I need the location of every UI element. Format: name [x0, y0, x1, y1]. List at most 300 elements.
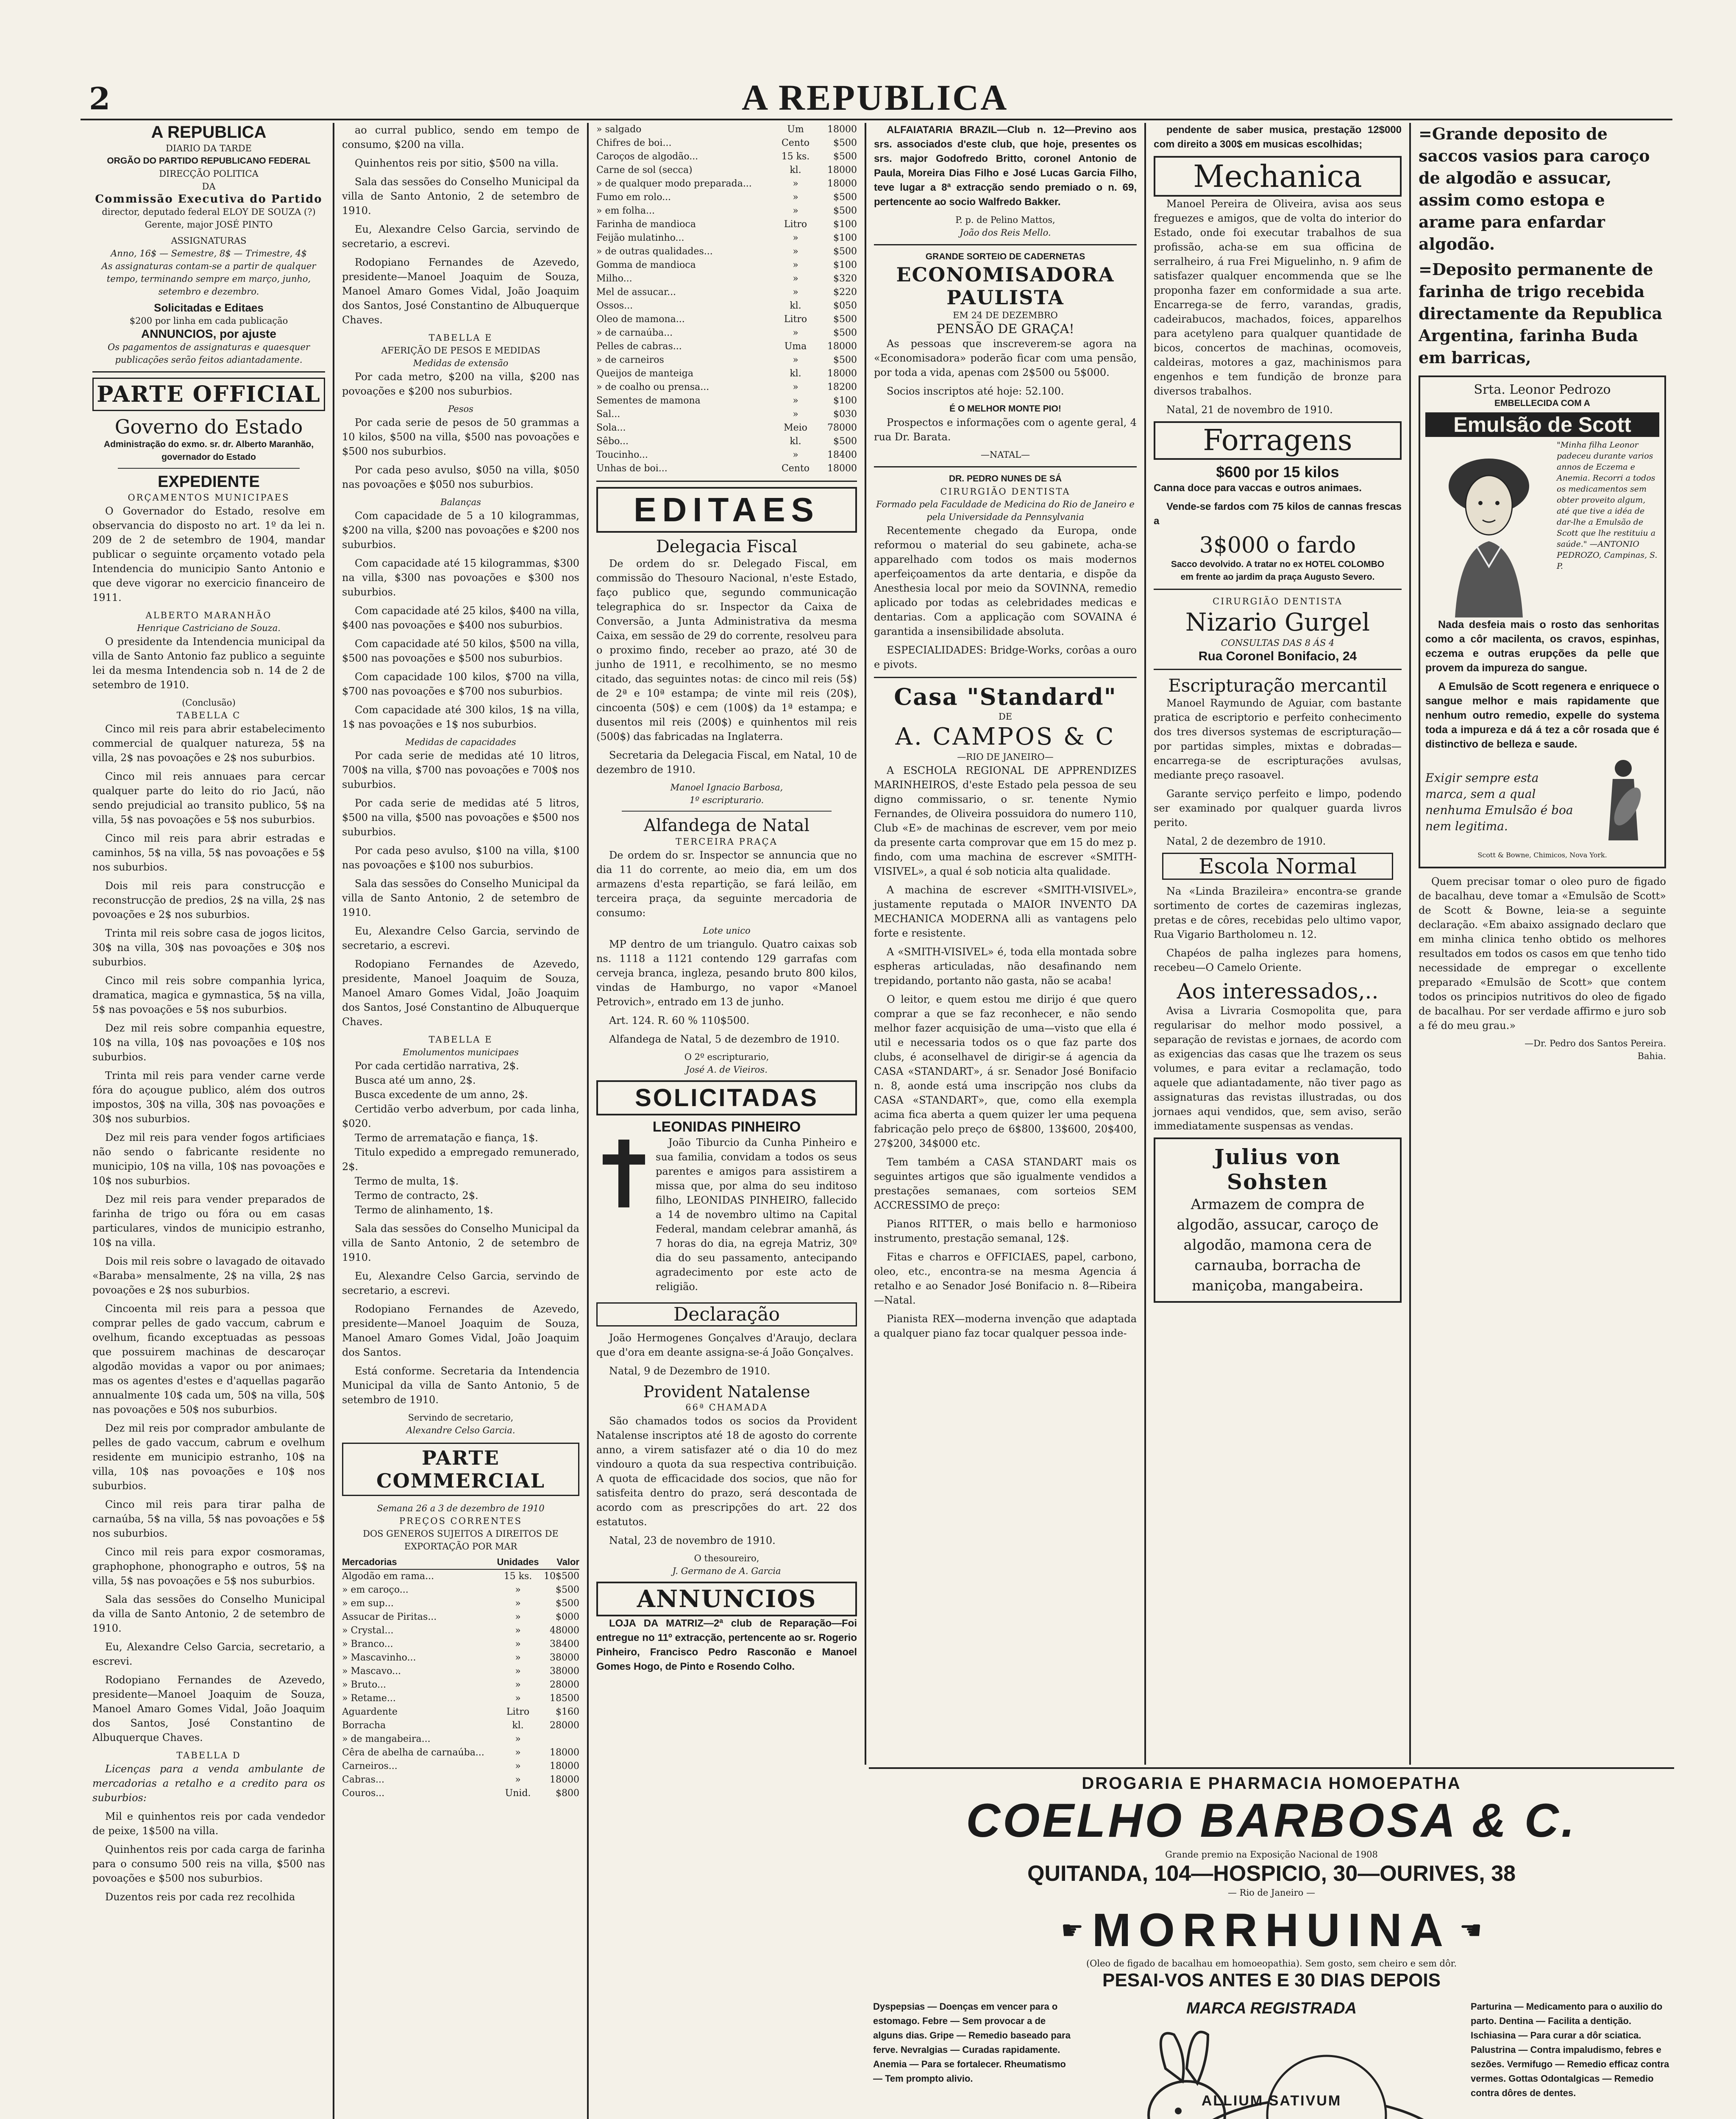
- cell-mercadoria: Algodão em rama...: [342, 1571, 434, 1582]
- drogaria: DROGARIA E PHARMACIA HOMOEPATHA: [1082, 1774, 1461, 1793]
- sorteio: GRANDE SORTEIO DE CADERNETAS: [925, 252, 1085, 261]
- cell-unidade: »: [515, 1598, 521, 1609]
- table-row: [596, 245, 857, 259]
- monte-pio: É O MELHOR MONTE PIO!: [949, 404, 1061, 414]
- conclusao: (Conclusão): [182, 698, 236, 708]
- cross-icon: [596, 1135, 651, 1212]
- cell-mercadoria: Cêra de abelha de carnaúba...: [342, 1747, 484, 1758]
- scott-exigir: Exigir sempre esta marca, sem a qual nenhuma Emulsão é boa nem legitima.: [1425, 771, 1573, 833]
- paragraph: Natal, 21 de novembro de 1910.: [1166, 404, 1333, 416]
- emolumentos: Emolumentos municipaes: [403, 1047, 519, 1057]
- table-row: [596, 353, 857, 367]
- requests-title: Solicitadas e Editaes: [154, 301, 264, 314]
- cell-valor: 18000: [827, 463, 857, 474]
- cell-mercadoria: Carneiros...: [342, 1761, 398, 1771]
- sacco: Sacco devolvido. A tratar no ex HOTEL COLOMBO: [1171, 559, 1385, 569]
- signatures: Anno, 16$ — Semestre, 8$ — Trimestre, 4$: [111, 248, 307, 259]
- aos-title: Aos interessados,..: [1177, 979, 1379, 1004]
- campos: A. CAMPOS & C: [895, 723, 1116, 751]
- paragraph: Manoel Pereira de Oliveira, avisa aos seus freguezes e amigos, que de volta do interior do Estado, onde foi executar trabalhos de sua profissão, acha-se em sua officina de serralheiro, á rua Frei Miguelinho, n. 9 afim de satisfazer qualquer encommenda que se lhe proponha fazer em conformidade a sua arte. Encarrega-se de ferro, varandas, gradis, cadeirabucos, machados, foices, apparelhos para acetyleno para qualquer quantidade de bicos, concertos de machinas, ocomoveis, caldeiras, motores a gaz, machinismos para engenhos e tem fundição de bronze para diversos trabalhos.: [1154, 198, 1402, 397]
- forragens-preco: $600 por 15 kilos: [1216, 463, 1339, 481]
- lote: Lote unico: [703, 926, 751, 936]
- cell-valor: $500: [833, 314, 857, 325]
- paragraph: Sala das sessões do Conselho Municipal da villa de Santo Antonio, 2 de setembro de 1910.: [342, 1223, 579, 1263]
- paragraph: O leitor, e quem estou me dirijo é que quero comprar a que se faz reconhecer, e não sendo melhor fazer acquisição de uma—visto que ella é util e necessaria todos os o que faz parte dos clubs, é aconselhavel de dirigir-se á agencia da CASA «STANDART», á sr. Senador José Bonifacio n. 8, aonde está uma inscripção nos clubs da CASA «STANDART», que, como ella exempla acima fica aberta a quem quizer ler uma pequena fabricação pelo preço de 6$800, 13$600, 20$400, 27$200, 34$000 etc.: [874, 993, 1137, 1149]
- cell-unidade: »: [793, 355, 798, 365]
- delegacia-title: Delegacia Fiscal: [656, 537, 798, 556]
- cell-unidade: kl.: [790, 300, 801, 311]
- table-row: [342, 1719, 579, 1732]
- cell-unidade: »: [793, 192, 798, 203]
- paragraph: Com capacidade de 5 a 10 kilogrammas, $200 na villa, $200 nas povoações e $200 nos suburbios.: [342, 510, 579, 551]
- cell-unidade: »: [793, 395, 798, 406]
- pesos: Pesos: [448, 404, 473, 414]
- consultas: CONSULTAS DAS 8 ÁS 4: [1221, 638, 1335, 648]
- paragraph: Por cada peso avulso, $050 na villa, $050 nas povoações e $050 nos suburbios.: [342, 464, 579, 490]
- table-row: [342, 1692, 579, 1705]
- premio: Grande premio na Exposição Nacional de 1908: [1165, 1849, 1378, 1860]
- paragraph: Está conforme. Secretaria da Intendencia Municipal da villa de Santo Antonio, 5 de setembro de 1910.: [342, 1365, 579, 1406]
- cell-unidade: Litro: [784, 219, 807, 230]
- cell-mercadoria: Gomma de mandioca: [596, 260, 696, 270]
- coelho-barbosa: COELHO BARBOSA & C.: [966, 1794, 1577, 1847]
- cell-unidade: »: [793, 382, 798, 392]
- cell-mercadoria: Sola...: [596, 423, 626, 433]
- paragraph: Por cada serie de medidas até 10 litros, 700$ na villa, $700 nas povoações e 700$ nos suburbios.: [342, 750, 579, 790]
- paragraph: Eu, Alexandre Celso Garcia, servindo de secretario, a escrevi.: [342, 925, 579, 951]
- morrhuina-sub: (Oleo de figado de bacalhau em homoeopathia). Sem gosto, sem cheiro e sem dôr.: [1086, 1958, 1457, 1969]
- cell-valor: 48000: [550, 1625, 579, 1636]
- cell-mercadoria: Sêbo...: [596, 436, 629, 447]
- paragraph: São chamados todos os socios da Provident Natalense inscriptos até 18 de agosto do corrente anno, a virem satisfazer até o dia 10 do mez vindouro a quota da sua respectiva contribuição. A quota de efficacidade dos socios, que não for satisfeita dentro do prazo, será descontada de acordo com as prescripções do art. 22 dos estatutos.: [596, 1415, 857, 1528]
- signature: Henrique Castriciano de Souza.: [137, 623, 281, 633]
- cell-unidade: »: [793, 206, 798, 216]
- scott-title: Emulsão de Scott: [1425, 412, 1659, 437]
- paragraph: Quem precisar tomar o oleo puro de figado de bacalhau, deve tomar a «Emulsão de Scott» de Scott & Bowne, leia-se a seguinte declaração. «Em abaixo assignado declaro que em minha clinica tenho obtido os melhores resultados em todos os casos em que tenho tido necessidade de empregar o excellente preparado «Emulsão de Scott» que contem todos os principios nutritivos do oleo de figado de bacalhau. Por ser verdade affirmo e juro sob a fé do meu grau.»: [1419, 876, 1666, 1032]
- column-1: [85, 123, 333, 2119]
- cell-mercadoria: Cabras...: [342, 1774, 384, 1785]
- cell-unidade: »: [515, 1666, 521, 1677]
- paragraph: Vende-se fardos com 75 kilos de cannas frescas a: [1154, 501, 1402, 527]
- rabbit-trademark: [1081, 1999, 1462, 2119]
- allium: ALLIUM SATIVUM: [1201, 2093, 1342, 2109]
- signature: João dos Reis Mello.: [960, 228, 1051, 238]
- cell-unidade: »: [793, 287, 798, 298]
- obituary: [596, 1135, 857, 1298]
- signatures-note: As assignaturas contam-se a partir de qualquer tempo, terminando sempre em março, junho, setembro e dezembro.: [101, 261, 316, 297]
- table-row: [596, 272, 857, 286]
- cell-valor: 18000: [550, 1774, 579, 1785]
- cell-unidade: »: [515, 1652, 521, 1663]
- cell-mercadoria: » em folha...: [596, 206, 655, 216]
- paragraph: Busca até um anno, 2$.: [355, 1074, 476, 1086]
- signature: O thesoureiro,: [694, 1553, 760, 1563]
- alfandega-title: Alfandega de Natal: [643, 816, 810, 835]
- column-6: [1411, 123, 1674, 1760]
- paragraph: Mil e quinhentos reis por cada vendedor de peixe, 1$500 na villa.: [92, 1810, 325, 1837]
- cell-mercadoria: » Crystal...: [342, 1625, 394, 1636]
- de: DE: [998, 712, 1013, 722]
- cell-valor: 18400: [827, 450, 857, 460]
- mechanica-title: Mechanica: [1154, 156, 1402, 197]
- paragraph: Dois mil reis sobre o lavagado de oitavado «Baraba» mensalmente, 2$ na villa, 2$ nas povoações e 2$ nos suburbios.: [92, 1255, 325, 1296]
- column-4: [866, 123, 1144, 1760]
- cell-valor: $500: [833, 151, 857, 162]
- paragraph: Dez mil reis para vender fogos artificiaes não sendo o fabricante residente no municipio, 10$ na villa, 10$ nas povoações e 10$ nos suburbios.: [92, 1132, 325, 1187]
- cell-valor: $030: [833, 409, 857, 420]
- cirurgiao: CIRURGIÃO DENTISTA: [940, 487, 1071, 497]
- paragraph: Pianista REX—moderna invenção que adaptada a qualquer piano faz tocar qualquer pessoa inde-: [874, 1313, 1137, 1339]
- cell-mercadoria: Toucinho...: [596, 450, 648, 460]
- pesai: PESAI-VOS ANTES E 30 DIAS DEPOIS: [1102, 1970, 1441, 1991]
- price-table: [342, 1570, 579, 1800]
- deposito-saccos: =Grande deposito de saccos vasios para caroço de algodão e assucar, assim como estopa e arame para enfardar algodão.: [1419, 124, 1650, 253]
- paragraph: ao curral publico, sendo em tempo de consumo, $200 na villa.: [342, 124, 579, 150]
- cell-mercadoria: » Retame...: [342, 1693, 396, 1704]
- paragraph: Pianos RITTER, o mais bello e harmonioso instrumento, prestação semanal, 12$.: [874, 1218, 1137, 1244]
- table-row: [596, 340, 857, 353]
- cell-unidade: »: [515, 1639, 521, 1649]
- paragraph: Eu, Alexandre Celso Garcia, servindo de secretario, a escrevi.: [342, 1270, 579, 1296]
- economisadora: ECONOMISADORA PAULISTA: [896, 263, 1115, 309]
- cell-valor: 18000: [827, 368, 857, 379]
- table-row: [596, 164, 857, 177]
- cell-unidade: »: [515, 1734, 521, 1744]
- cell-unidade: 15 ks.: [504, 1571, 532, 1582]
- table-row: [596, 462, 857, 476]
- price-header: [342, 1555, 579, 1570]
- paragraph: Sala das sessões do Conselho Municipal da villa de Santo Antonio, 2 de setembro de 1910.: [342, 176, 579, 217]
- paragraph: Cinco mil reis annuaes para cercar qualquer parte do leito do rio Jacú, não sendo prejudicial ao transito publico, 5$ na villa, 5$ nas povoações e 5$ nos suburbios.: [92, 770, 325, 826]
- cell-valor: $500: [833, 206, 857, 216]
- paragraph: De ordem do sr. Delegado Fiscal, em commissão do Thesouro Nacional, n'este Estado, faço publico que, segundo communicação telegraphica do sr. Inspector da Caixa de Conversão, a Junta Administrativa da mesma Caixa, em sessão de 29 do corrente, resolveu para o proximo findo, receber ao prazo, até 30 de junho de 1911, e recolhimento, se no mesmo citado, das seguintes notas: de cinco mil reis (5$) de 2ª e 10ª estampa; de vinte mil reis (20$), cincoenta (50$) e cem (100$) da 1ª estampa; e dusentos mil reis (200$) e quinhentos mil reis (500$) das fabricadas na Inglaterra.: [596, 558, 857, 742]
- table-row: [596, 326, 857, 340]
- paragraph: pendente de saber musica, prestação 12$000 com direito a 300$ em musicas escolhidas;: [1154, 124, 1402, 150]
- paragraph: Recentemente chegado da Europa, onde reformou o material do seu gabinete, acha-se apparelhado com todos os mais modernos aperfeiçoamentos da arte dentaria, e dispõe da Anesthesia local por meio da SOVINNA, remedio aplicado por todas as celebridades medicas e dentarias. Com a applicação com SOVAINA é garantida a insensibilidade absoluta.: [874, 525, 1137, 637]
- provident-title: Provident Natalense: [643, 1382, 810, 1401]
- paragraph: Com capacidade até 25 kilos, $400 na villa, $400 nas povoações e $400 nos suburbios.: [342, 605, 579, 631]
- cell-valor: 10$500: [544, 1571, 579, 1582]
- paragraph: Termo de multa, 1$.: [355, 1175, 459, 1187]
- paragraph: MP dentro de um triangulo. Quatro caixas sob ns. 1118 a 1121 contendo 129 garrafas com cerveja branca, ingleza, pesando bruto 800 kilos, vindas de Hamburgo, no vapor «Manoel Petrovich», entrado em 13 de junho.: [596, 938, 857, 1008]
- cell-mercadoria: » de outras qualidades...: [596, 246, 713, 257]
- column-3: [589, 123, 865, 2119]
- table-row: [596, 367, 857, 381]
- cell-unidade: Uma: [784, 341, 807, 352]
- cell-mercadoria: Carne de sol (secca): [596, 165, 693, 175]
- table-row: [342, 1583, 579, 1597]
- signature: —Dr. Pedro dos Santos Pereira.: [1525, 1038, 1666, 1048]
- paragraph: Socios inscriptos até hoje: 52.100.: [887, 385, 1064, 397]
- cell-valor: $500: [833, 328, 857, 338]
- cell-mercadoria: Chifres de boi...: [596, 138, 672, 148]
- cell-unidade: »: [515, 1774, 521, 1785]
- annuncios-title: ANNUNCIOS: [596, 1582, 857, 1616]
- cell-unidade: »: [515, 1747, 521, 1758]
- paragraph: Art. 124. R. 60 % 110$500.: [609, 1015, 750, 1026]
- cell-mercadoria: Unhas de boi...: [596, 463, 668, 474]
- cell-valor: $000: [556, 1612, 579, 1622]
- committee: Commissão Executiva do Partido: [95, 193, 323, 206]
- julius-title: Julius von Sohsten: [1214, 1144, 1341, 1194]
- cell-unidade: »: [793, 409, 798, 420]
- cell-valor: $500: [556, 1598, 579, 1609]
- capacidade: Medidas de capacidades: [405, 737, 516, 747]
- paragraph: Natal, 2 de dezembro de 1910.: [1166, 835, 1326, 847]
- cell-valor: $160: [556, 1707, 579, 1717]
- table-row: [342, 1624, 579, 1638]
- cell-valor: 28000: [550, 1680, 579, 1690]
- cell-valor: 18000: [827, 178, 857, 189]
- cell-mercadoria: » Bruto...: [342, 1680, 386, 1690]
- paragraph: Por cada metro, $200 na villa, $200 nas povoações e $200 nos suburbios.: [342, 371, 579, 397]
- table-row: [596, 218, 857, 231]
- paragraph: Duzentos reis por cada rez recolhida: [105, 1891, 295, 1903]
- tabella-e-2: TABELLA E: [428, 1034, 493, 1045]
- paragraph: Termo de arrematação e fiança, 1$.: [355, 1132, 538, 1144]
- paragraph: Canna doce para vaccas e outros animaes.: [1154, 482, 1362, 494]
- paragraph: Licenças para a venda ambulante de mercadorias a retalho e a credito para os suburbios:: [92, 1763, 325, 1804]
- cirurgiao-2: CIRURGIÃO DENTISTA: [1212, 596, 1343, 606]
- escrip-title: Escripturação mercantil: [1168, 675, 1387, 696]
- cell-unidade: »: [515, 1761, 521, 1771]
- pharmacy-ad: [869, 1767, 1674, 2119]
- table-row: [596, 123, 857, 136]
- leonidas-title: LEONIDAS PINHEIRO: [652, 1119, 801, 1135]
- cell-mercadoria: Queijos de manteiga: [596, 368, 693, 379]
- paragraph: O presidente da Intendencia municipal da villa de Santo Antonio faz publico a seguinte lei da mesma Intendencia sob n. 14 de 2 de setembro de 1910.: [92, 636, 325, 691]
- signature: 1º escripturario.: [689, 795, 764, 805]
- ads-title: ANNUNCIOS, por ajuste: [141, 327, 276, 340]
- morrhuina: MORRHUINA: [1092, 1904, 1451, 1956]
- cell-mercadoria: Ossos...: [596, 300, 633, 311]
- paragraph: De ordem do sr. Inspector se annuncia que no dia 11 do corrente, ao meio dia, em um dos armazens d'esta repartição, se fará leilão, em terceira praça, da seguinte mercadoria de consumo:: [596, 849, 857, 919]
- cell-unidade: »: [793, 273, 798, 284]
- cell-unidade: »: [793, 246, 798, 257]
- paragraph: Trinta mil reis sobre casa de jogos licitos, 30$ na villa, 30$ nas povoações e 30$ nos suburbios.: [92, 927, 325, 968]
- city: Bahia.: [1637, 1051, 1666, 1061]
- paragraph: Certidão verbo adverbum, por cada linha, $020.: [342, 1103, 579, 1129]
- table-row: [342, 1638, 579, 1651]
- cell-mercadoria: Sal...: [596, 409, 620, 420]
- paragraph: Garante serviço perfeito e limpo, podendo ser examinado por qualquer guarda livros perito.: [1154, 788, 1402, 829]
- paragraph: As pessoas que inscreverem-se agora na «Economisadora» poderão ficar com uma pensão, por toda a vida, apenas com 2$500 ou 5$000.: [874, 338, 1137, 378]
- table-row: [596, 435, 857, 448]
- rio: —RIO DE JANEIRO—: [957, 752, 1054, 762]
- cell-mercadoria: Aguardente: [342, 1707, 398, 1717]
- paragraph: Cinco mil reis sobre companhia lyrica, dramatica, magica e gymnastica, 5$ na villa, 5$ nas povoações e 5$ nos suburbios.: [92, 975, 325, 1015]
- table-row: [342, 1678, 579, 1692]
- column-2: [334, 123, 587, 2119]
- table-row: [342, 1746, 579, 1760]
- signature: ALBERTO MARANHÃO: [145, 610, 272, 620]
- afericao: AFERIÇÃO DE PESOS E MEDIDAS: [381, 345, 540, 356]
- paragraph: Por cada serie de medidas até 5 litros, $500 na villa, $500 nas povoações e $500 nos suburbios.: [342, 797, 579, 838]
- signature: Manoel Ignacio Barbosa,: [670, 782, 783, 793]
- paragraph: Natal, 23 de novembro de 1910.: [609, 1535, 776, 1546]
- cell-unidade: »: [515, 1680, 521, 1690]
- cell-valor: $500: [833, 192, 857, 203]
- paragraph: Cinco mil reis para abrir estradas e caminhos, 5$ na villa, 5$ nas povoações e 5$ nos suburbios.: [92, 832, 325, 873]
- paragraph: A machina de escrever «SMITH-VISIVEL», justamente reputada o MAIOR INVENTO DA MECHANICA MODERNA alli as vantagens pelo forte e resistente.: [874, 884, 1137, 939]
- table-row: [342, 1651, 579, 1665]
- cell-mercadoria: Oleo de mamona...: [596, 314, 685, 325]
- table-row: [342, 1705, 579, 1719]
- cell-unidade: »: [515, 1693, 521, 1704]
- paragraph: Dez mil reis sobre companhia equestre, 10$ na villa, 10$ nas povoações e 10$ nos suburbios.: [92, 1022, 325, 1063]
- table-row: [596, 448, 857, 462]
- cell-valor: 18000: [827, 341, 857, 352]
- em24: EM 24 DE DEZEMBRO: [953, 310, 1058, 320]
- paragraph: Por cada serie de pesos de 50 grammas a 10 kilos, $500 na villa, $500 nas povoações e $500 nos suburbios.: [342, 417, 579, 457]
- paragraph: Eu, Alexandre Celso Garcia, secretario, a escrevi.: [92, 1641, 325, 1667]
- cell-unidade: kl.: [790, 436, 801, 447]
- cell-valor: 18000: [550, 1761, 579, 1771]
- table-row: [596, 381, 857, 394]
- table-row: [596, 136, 857, 150]
- paragraph: Cinco mil reis para tirar palha de carnaúba, 5$ na villa, 5$ nas povoações e 5$ nos suburbios.: [92, 1499, 325, 1539]
- chamada: 66ª CHAMADA: [685, 1402, 768, 1413]
- page-number: 2: [89, 81, 111, 117]
- paragraph: Sala das sessões do Conselho Municipal da villa de Santo Antonio, 2 de setembro de 1910.: [342, 878, 579, 918]
- cell-unidade: 15 ks.: [781, 151, 810, 162]
- cell-unidade: Um: [787, 124, 804, 135]
- tabella-d: TABELLA D: [176, 1750, 241, 1760]
- table-row: [596, 408, 857, 421]
- paragraph: A Emulsão de Scott regenera e enriquece o sangue melhor e mais rapidamente que nenhum outro remedio, expelle do systema toda a impureza e dá á tez a côr rosada que é distinctivo de belleza e saude.: [1425, 681, 1659, 750]
- cell-mercadoria: » salgado: [596, 124, 642, 135]
- paragraph: Na «Linda Brazileira» encontra-se grande sortimento de cortes de cazemiras inglezas, pretas e de côres, recebidas pelo ultimo vapor, Rua Vigario Bartholomeu n. 12.: [1154, 885, 1402, 940]
- paragraph: Natal, 9 de Dezembro de 1910.: [609, 1365, 771, 1377]
- cell-unidade: »: [515, 1612, 521, 1622]
- signature: J. Germano de A. Garcia: [672, 1566, 781, 1576]
- rio: — Rio de Janeiro —: [1227, 1888, 1316, 1898]
- cell-valor: $100: [833, 233, 857, 243]
- column-5: [1146, 123, 1409, 1760]
- cell-unidade: »: [515, 1625, 521, 1636]
- paragraph: Secretaria da Delegacia Fiscal, em Natal, 10 de dezembro de 1910.: [596, 749, 857, 776]
- gov-title: Governo do Estado: [114, 415, 303, 438]
- cell-unidade: »: [515, 1585, 521, 1595]
- paragraph: Dois mil reis para construcção e reconstrucção de predios, 2$ na villa, 2$ nas povoações e 2$ nos suburbios.: [92, 880, 325, 920]
- paragraph: Com capacidade até 300 kilos, 1$ na villa, 1$ nas povoações e 1$ nos suburbios.: [342, 704, 579, 730]
- cell-valor: 78000: [827, 423, 857, 433]
- generos: DOS GENEROS SUJEITOS A DIREITOS DE EXPORTAÇÃO POR MAR: [363, 1529, 559, 1552]
- scott-ad: [1419, 375, 1666, 868]
- paragraph: Titulo expedido a empregado remunerado, 2$.: [342, 1146, 579, 1173]
- cell-valor: $050: [833, 300, 857, 311]
- paragraph: Cincoenta mil reis para a pessoa que comprar pelles de gado vaccum, cabrum e ovelhum, ficando exceptuadas as pessoas que possuirem machinas de descaroçar algodão movidas a vapor ou por animaes; mas os agentes d'estes e d'aquellas pagarão annualmente 10$ cada um, 50$ na villa, 50$ nas povoações e 50$ nos suburbios.: [92, 1303, 325, 1415]
- cell-valor: $320: [833, 273, 857, 284]
- pointing-hand-icon: ☛: [1061, 1915, 1084, 1945]
- right-remedies: Parturina — Medicamento para o auxilio do parto. Dentina — Facilita a dentição. Ischiasina — Para curar a dôr sciatica. Palustrina — Contra impaludismo, febres e sezões. Vermifugo — Remedio efficaz contra vermes. Gottas Odontalgicas — Remedio contra dôres de dentes.: [1471, 2001, 1669, 2098]
- paragraph: Busca excedente de um anno, 2$.: [355, 1089, 528, 1101]
- dr-name: DR. PEDRO NUNES DE SÁ: [949, 474, 1062, 484]
- paragraph: Chapéos de palha inglezes para homens, recebeu—O Camelo Oriente.: [1154, 947, 1402, 973]
- cell-mercadoria: Assucar de Piritas...: [342, 1612, 437, 1622]
- paragraph: Prospectos e informações com o agente geral, 4 rua Dr. Barata.: [874, 417, 1137, 443]
- commercial-title: PARTE COMMERCIAL: [342, 1443, 579, 1496]
- cell-mercadoria: Farinha de mandioca: [596, 219, 696, 230]
- signature: P. p. de Pelino Mattos,: [955, 215, 1055, 225]
- cell-mercadoria: » Branco...: [342, 1639, 393, 1649]
- signature: Alexandre Celso Garcia.: [406, 1425, 515, 1435]
- cell-mercadoria: Sementes de mamona: [596, 395, 701, 406]
- julius-ad: [1154, 1137, 1402, 1303]
- sacco-2: em frente ao jardim da praça Augusto Severo.: [1180, 572, 1375, 582]
- table-row: [596, 150, 857, 164]
- paragraph: Sala das sessões do Conselho Municipal da villa de Santo Antonio, 2 de setembro de 1910.: [92, 1593, 325, 1634]
- paragraph: Cinco mil reis para abrir estabelecimento commercial de qualquer natureza, 5$ na villa, 2$ nas povoações e 2$ nos suburbios.: [92, 723, 325, 764]
- price-table-continued: [596, 123, 857, 476]
- table-row: [342, 1570, 579, 1583]
- table-row: [596, 231, 857, 245]
- cell-valor: $500: [833, 355, 857, 365]
- cell-mercadoria: » de mangabeira...: [342, 1734, 431, 1744]
- rua: Rua Coronel Bonifacio, 24: [1198, 649, 1357, 663]
- cell-unidade: Litro: [506, 1707, 530, 1717]
- paragraph: Termo de contracto, 2$.: [355, 1190, 479, 1201]
- cell-unidade: Cento: [781, 138, 810, 148]
- cell-mercadoria: Mel de assucar...: [596, 287, 676, 298]
- portrait-illustration: [1425, 439, 1552, 617]
- cell-valor: $800: [556, 1788, 579, 1799]
- fisherman-trademark-icon: [1587, 756, 1659, 849]
- table-row: [596, 204, 857, 218]
- medidas: Medidas de extensão: [413, 358, 509, 368]
- paragraph: LOJA DA MATRIZ—2ª club de Reparação—Foi entregue no 11º extracção, pertencente ao sr. Rogerio Pinheiro, Francisco Pedro Rasconão e Manoel Gomes Hogo, de Pinto e Rosendo Colho.: [596, 1618, 857, 1672]
- cell-unidade: Cento: [781, 463, 810, 474]
- cell-valor: $100: [833, 395, 857, 406]
- cell-valor: 28000: [550, 1720, 579, 1731]
- table-row: [342, 1773, 579, 1787]
- paragraph: Rodopiano Fernandes de Azevedo, presidente—Manoel Joaquim de Souza, Manoel Amaro Gomes Vidal, João Joaquim dos Santos, José Constantino de Albuquerque Chaves.: [92, 1674, 325, 1744]
- cell-valor: [541, 1732, 579, 1746]
- cell-valor: 18200: [827, 382, 857, 392]
- gov-sub: Administração do exmo. sr. dr. Alberto Maranhão, governador do Estado: [103, 439, 314, 462]
- cell-mercadoria: » Mascavo...: [342, 1666, 401, 1677]
- cell-unidade: »: [793, 328, 798, 338]
- organ: ORGÃO DO PARTIDO REPUBLICANO FEDERAL: [107, 156, 311, 166]
- table-row: [596, 299, 857, 313]
- paragraph: Cinco mil reis para expor cosmoramas, graphophone, phonographo e outros, 5$ na villa, 5$ nas povoações e 5$ nos suburbios.: [92, 1546, 325, 1587]
- terceira: TERCEIRA PRAÇA: [676, 837, 778, 847]
- cell-valor: $100: [833, 260, 857, 270]
- table-row: [342, 1732, 579, 1746]
- cell-unidade: kl.: [512, 1720, 524, 1731]
- signatures-title: ASSIGNATURAS: [171, 236, 247, 246]
- cell-valor: 18000: [550, 1747, 579, 1758]
- paragraph: Manoel Raymundo de Aguiar, com bastante pratica de escriptorio e perfeito conhecimento dos tres diversos systemas de escripturação—por partidas simples, mixtas e dobradas—encarrega-se de escripturações avulsas, mediante preço rasoavel.: [1154, 697, 1402, 781]
- paragraph: ALFAIATARIA BRAZIL—Club n. 12—Previno aos srs. associados d'este club, que hoje, presentes os srs. major Godofredo Britto, coronel Antonio de Paula, Moreira Dias Filho e José Lucas Garcia Filho, teve lugar a 8ª extracção sendo premiado o n. 69, pertencente ao socio Walfredo Bakker.: [874, 124, 1137, 208]
- nizario: Nizario Gurgel: [1185, 608, 1370, 637]
- left-remedies: Dyspepsias — Doenças em vencer para o estomago. Febre — Sem provocar a de alguns dias. Gripe — Remedio baseado para ferve. Nevralgias — Curadas rapidamente. Anemia — Para se fortalecer. Rheumatismo — Tem prompto alivio.: [873, 2001, 1071, 2084]
- signature: Servindo de secretario,: [408, 1413, 514, 1423]
- orcamentos: ORÇAMENTOS MUNICIPAES: [128, 492, 290, 503]
- cell-valor: $220: [833, 287, 857, 298]
- cell-mercadoria: Feijão mulatinho...: [596, 233, 684, 243]
- tabella-e: TABELLA E: [428, 333, 493, 343]
- table-row: [596, 286, 857, 299]
- quitanda: QUITANDA, 104—HOSPICIO, 30—OURIVES, 38: [1027, 1861, 1516, 1886]
- cell-mercadoria: Couros...: [342, 1788, 385, 1799]
- paragraph: O Governador do Estado, resolve em observancia do disposto no art. 1º da lei n. 209 de 2 de setembro de 1904, mandar publicar o seguinte orçamento votado pela Intendencia do municipio Santo Antonio e que deve vigorar no exercicio financeiro de 1911.: [92, 505, 325, 603]
- direction-2: DA: [202, 181, 216, 192]
- escola-title: Escola Normal: [1162, 853, 1393, 880]
- cell-unidade: kl.: [790, 368, 801, 379]
- pointing-hand-icon: ☚: [1459, 1915, 1482, 1945]
- cell-mercadoria: » de carnaúba...: [596, 328, 673, 338]
